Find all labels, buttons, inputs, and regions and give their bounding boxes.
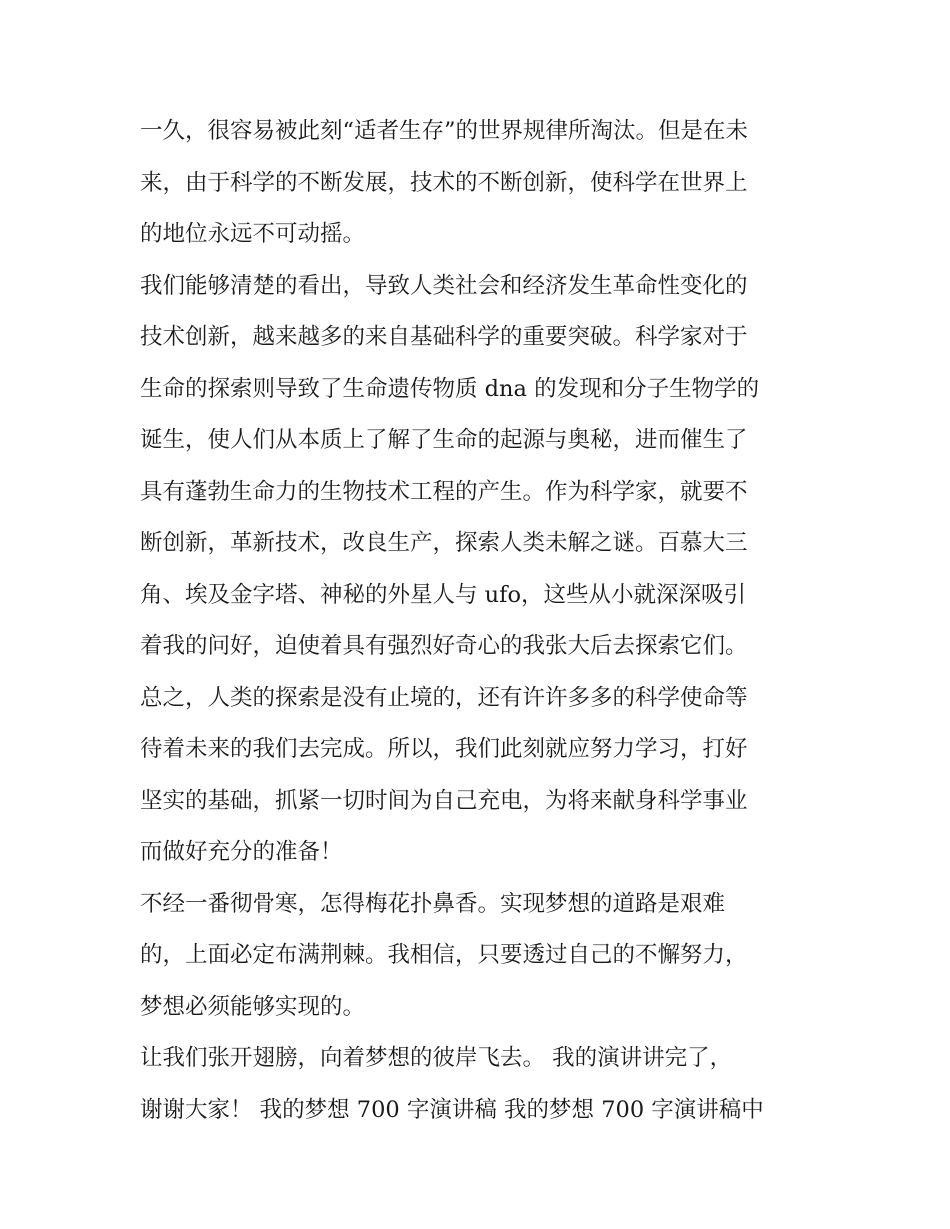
text-line: 技术创新，越来越多的来自基础科学的重要突破。科学家对于 [140, 324, 748, 350]
document-body [140, 106, 820, 1136]
text-line: 坚实的基础，抓紧一切时间为自己充电，为将来献身科学事业 [140, 787, 748, 814]
text-line: 我们能够清楚的看出，导致人类社会和经济发生革命性变化的 [140, 272, 748, 299]
text-line: 来，由于科学的不断发展，技术的不断创新，使科学在世界上 [140, 169, 748, 196]
text-line: 生命的探索则导致了生命遗传物质 dna 的发现和分子生物学的 [140, 375, 760, 402]
text-line: 不经一番彻骨寒，怎得梅花扑鼻香。实现梦想的道路是艰难 [140, 890, 726, 917]
text-line: 诞生，使人们从本质上了解了生命的起源与奥秘，进而催生了 [140, 427, 748, 453]
text-line: 角、埃及金字塔、神秘的外星人与 ufo，这些从小就深深吸引 [140, 581, 747, 608]
text-line: 的，上面必定布满荆棘。我相信，只要透过自己的不懈努力， [140, 942, 748, 968]
text-line: 让我们张开翅膀，向着梦想的彼岸飞去。 我的演讲讲完了， [140, 1045, 733, 1071]
text-line: 断创新，革新技术，改良生产，探索人类未解之谜。百慕大三 [140, 530, 748, 556]
text-line: 一久，很容易被此刻“适者生存”的世界规律所淘汰。但是在未 [140, 118, 749, 144]
text-line: 的地位永远不可动摇。 [140, 221, 366, 247]
text-line: 总之，人类的探索是没有止境的，还有许许多多的科学使命等 [140, 684, 748, 711]
text-line: 待着未来的我们去完成。所以，我们此刻就应努力学习，打好 [140, 736, 748, 762]
text-line: 谢谢大家！ 我的梦想 700 字演讲稿 我的梦想 700 字演讲稿中 [140, 1096, 764, 1123]
text-line: 梦想必须能够实现的。 [140, 993, 366, 1020]
text-line: 具有蓬勃生命力的生物技术工程的产生。作为科学家，就要不 [140, 478, 748, 505]
text-line: 着我的问好，迫使着具有强烈好奇心的我张大后去探索它们。 [140, 633, 748, 659]
text-line: 而做好充分的准备！ [140, 839, 343, 865]
